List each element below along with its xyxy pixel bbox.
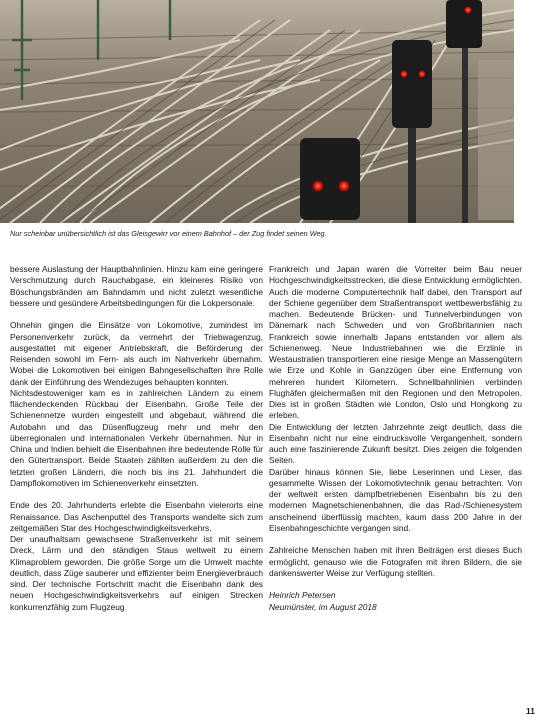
paragraph: Nichtsdestoweniger kam es in zahlreichen Ländern zu einem flächendeckenden Rückbau der Eisenbahn. Große Teile der Schienennetze wurden eingestellt und abgebaut, während die Autobahn und das Düsenflugzeug mehr und mehr den überregionalen und internationalen Verkehr übernahmen. Nur in China und Indien behielt die Eisenbahnen ihre bedeutende Rolle für den Gütertransport. Beide Staaten zählten außerdem zu den die letzten großen Ländern, die noch bis ins 21. Jahrhundert die Dampflokomotiven im Schienenverkehr einsetzten. bbox=[10, 387, 263, 488]
paragraph: Der unaufhaltsam gewachsene Straßenverkehr ist mit seinem Dreck, Lärm und den ständigen Staus weltweit zu einem Klimaproblem geworden. Die größe Sorge um die Umwelt machte deutlich, dass Züge sauberer und effizienter beim Energieverbrauch sind. Der technische Fortschritt macht die Eisenbahn dank des neuen Hochgeschwindigkeitsverkehrs auf einigen Strecken konkurrenzfähig zum Flugzeug bbox=[10, 534, 263, 612]
page-number: 11 bbox=[526, 706, 535, 716]
text-column-right bbox=[269, 264, 522, 613]
signature bbox=[269, 590, 522, 613]
railway-tracks-photo bbox=[0, 0, 514, 223]
paragraph: Die Entwicklung der letzten Jahrzehnte zeigt deutlich, dass die Eisenbahn nicht nur eine eindrucksvolle Vergangenheit, sondern auch eine faszinierende Zukunft besitzt. Dies zeigen die folgenden Seiten. bbox=[269, 421, 522, 466]
paragraph: Darüber hinaus können Sie, liebe Leserinnen und Leser, das gesammelte Wissen der Lokomotivtechnik genau betrachten. Von der weltweit ersten dampfbetriebenen Eisenbahn bis zu den modernen Magnetschienenbahnen, die das Rad-/Schienesystem anscheinend überflüssig machten, kaum dass 200 Jahre in der Eisenbahngeschichte vergangen sind. bbox=[269, 466, 522, 533]
paragraph: Frankreich und Japan waren die Vorreiter beim Bau neuer Hochgeschwindigkeitsstrecken, die diese Entwicklung ermöglichten. Auch die moderne Computertechnik half dabei, den Transport auf der Schiene gegenüber dem Straßentransport wettbewerbsfähig zu machen. Bedeutende Brücken- und Tunnelverbindungen von Dänemark nach Schweden und von Großbritannien nach Frankreich sowie innerhalb Japans entstanden vor allem als Schienenweg. Neue Industriebahnen wie die Erzlinie in Westaustralien transportieren eine riesige Menge an Massengütern wie Erze und Kohle in Ganzzügen über eine Entfernung von mehreren hundert Kilometern. Schnellbahnlinien verbinden Flughäfen gleichermaßen mit den Regionen und den Metropolen. Dies ist in großen Städten wie London, Oslo und Hongkong zu erleben. bbox=[269, 264, 522, 421]
place-date: Neumünster, im August 2018 bbox=[269, 601, 377, 612]
text-column-left bbox=[10, 264, 263, 613]
paragraph: Ende des 20. Jahrhunderts erlebte die Eisenbahn vielerorts eine Renaissance. Das Aschenputtel des Transports wandelte sich zum zeitgemäßen Star des Hochgeschwindigkeitsverkehrs. bbox=[10, 500, 263, 533]
paragraph: Ohnehin gingen die Einsätze von Lokomotive, zumindest im Personenverkehr zurück, da vermehrt der Triebwagenzug, ausgestattet mit eigener Antriebskraft, die Beförderung der Reisenden sowohl im Fern- als auch im Nahverkehr übernahm. Wobei die Lokomotiven bei einigen Bahngesellschaften ihre Rolle dank der Einführung des Wendezuges behaupten konnten. bbox=[10, 320, 263, 387]
paragraph: bessere Auslastung der Hauptbahnlinien. Hinzu kam eine geringere Verschmutzung durch Rauchabgase, ein kleineres Risiko von Böschungsbränden am Bahndamm und nicht zuletzt wesentliche bessere und gesündere Arbeitsbedingungen für die Lokpersonale. bbox=[10, 264, 263, 308]
paragraph: Zahlreiche Menschen haben mit ihren Beiträgen erst dieses Buch ermöglicht, genauso wie die Fotografen mit ihren Bildern, die sie dankenswerter Weise zur Verfügung stellten. bbox=[269, 545, 522, 578]
author-name: Heinrich Petersen bbox=[269, 590, 336, 601]
photo-caption: Nur scheinbar unübersichtlich ist das Gleisgewirr vor einem Bahnhof – der Zug findet seinen Weg. bbox=[10, 229, 327, 238]
